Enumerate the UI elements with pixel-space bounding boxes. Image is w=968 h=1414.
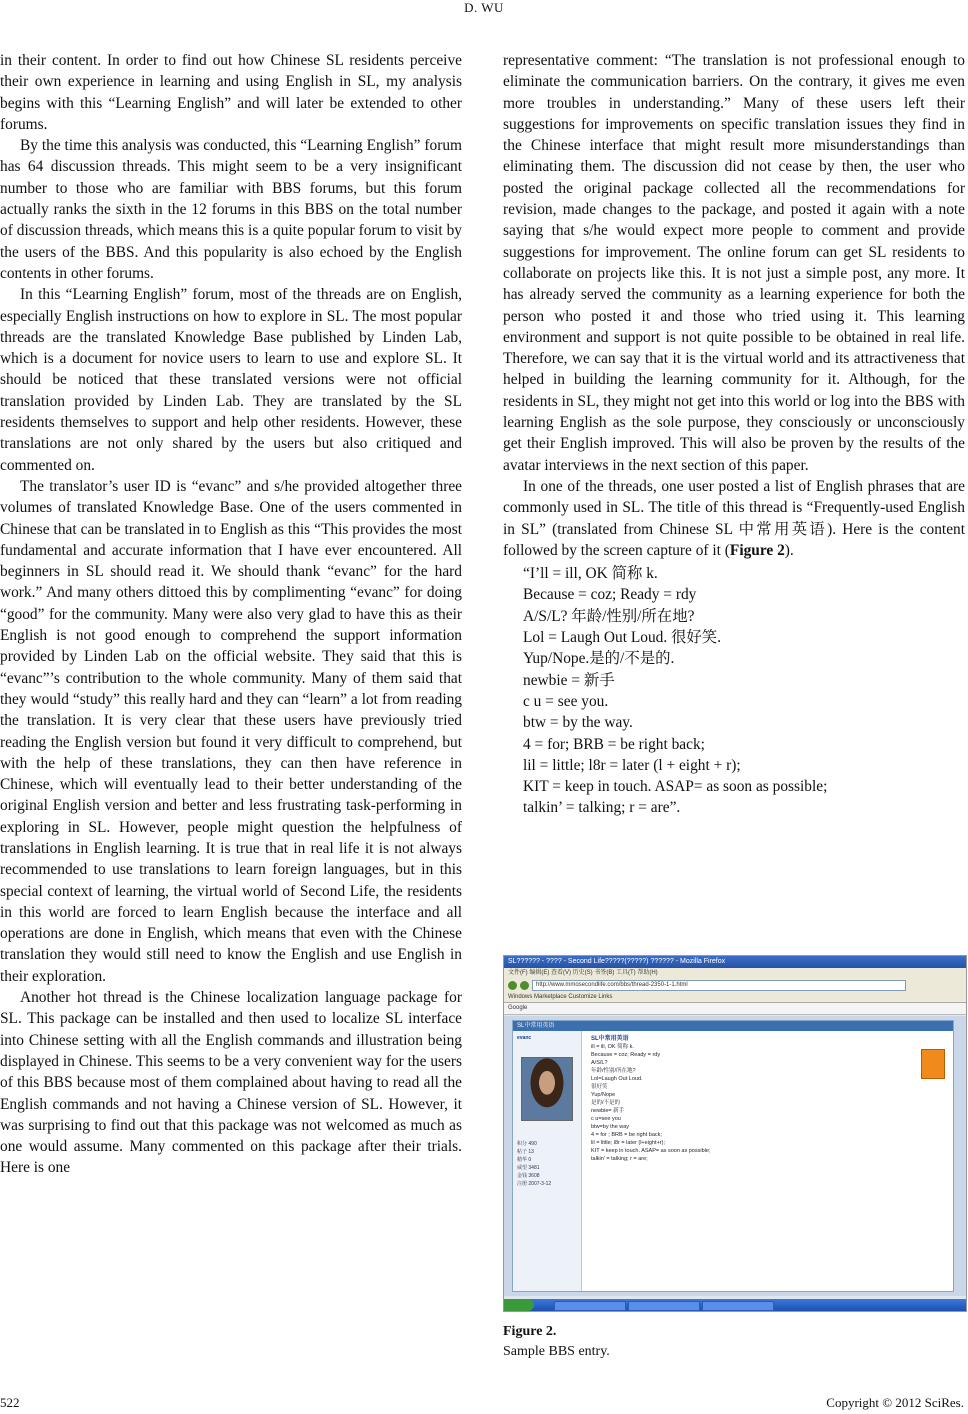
user-info-line: 金钱 3608 [517,1173,540,1179]
bbs-action-button [921,1049,945,1079]
start-button [504,1299,534,1311]
browser-menu-bar: 文件(F) 编辑(E) 查看(V) 历史(S) 书签(B) 工具(T) 帮助(H) [504,968,966,978]
figure-screenshot [503,955,967,1312]
taskbar-item [628,1301,700,1311]
user-info-line: 注册 2007-3-12 [517,1181,552,1187]
post-line: btw=by the way [591,1124,630,1130]
bbs-page [504,1016,966,1296]
post-line: 很好笑 [591,1084,608,1090]
phrase-line: A/S/L? 年龄/性别/所在地? [523,607,695,625]
post-line: c u=see you [591,1116,621,1122]
paragraph: The translator’s user ID is “evanc” and s/he provided altogether three volumes of translated Knowledge Base. One of the users commented in Chinese that can be translated in to English as this “This provides the most fundamental and accurate information that I have ever encountered. All beginners in SL should read it. We should thank “evanc” for the hard work.” And many others dittoed this by complimenting “evanc” for doing “good” for the community. Many were also very glad to have this as their English is not good enough to comprehend the support information provided by Linden Lab on the official website. They said that this is “evanc”’s contribution to the whole community. Many of them said that they would “study” this really hard and they can “learn” a lot from reading the translation. It is very clear that these users have previously tried reading the English version but found it very difficult to comprehend, but with the help of these translations, they can then have reference in Chinese, which will eventually lead to their better understanding of the original English version and better and less frustrating task-performing in exploring in SL. However, people might question the helpfulness of translations in English learning. It is true that in real life it is not always recommended to use translations to learn foreign languages, but in this special context of learning, the virtual world of Second Life, the residents in this world are forced to learn English because the interface and all operations are done in English, which means that even with the Chinese translation they would still need to know the English and use English in their exploration. [0,477,462,985]
figure-caption-number: Figure 2. [503,1324,557,1339]
taskbar-item [554,1301,626,1311]
post-line: 是的/不是的 [591,1100,621,1106]
post-line: ill = ill, OK 简称 k. [591,1044,634,1050]
paragraph: in their content. In order to find out how Chinese SL residents perceive their own experience in learning and using English in SL, my analysis begins with this “Learning English” and will later be extended to other forums. [0,52,462,133]
google-toolbar: Google [504,1003,966,1015]
phrase-line: talkin’ = talking; r = are”. [523,799,681,817]
bbs-post-panel [512,1020,954,1292]
taskbar-item [702,1301,774,1311]
user-info-line: 积分 490 [517,1141,537,1147]
phrase-line: newbie = 新手 [523,671,615,689]
post-line: SL中常用英语 [591,1036,629,1042]
phrase-list [523,563,965,819]
paragraph: Another hot thread is the Chinese localization language package for SL. This package can be installed and then used to localize SL interface into Chinese setting with all the English commands and illustration being displayed in Chinese. This seems to be a very convenient way for the users of this BBS because most of them complained about having to read all the English commands and not having a Chinese version of SL. However, it was surprising to find out that this package was not welcomed as much as one would assume. Many commented on this package after their trials. Here is one [0,989,462,1177]
url-bar: http://www.mmosecondlife.com/bbs/thread-2350-1-1.html [532,980,906,991]
post-line: Because = coz; Ready = rdy [591,1052,661,1058]
forward-icon [520,981,529,990]
bbs-username: evanc [517,1035,532,1041]
user-info-line: 精华 0 [517,1157,532,1163]
browser-nav-bar [504,978,966,992]
avatar [521,1057,573,1121]
phrase-line: “I’ll = ill, OK 简称 k. [523,565,658,583]
post-line: newbie= 新手 [591,1108,625,1114]
running-head: D. WU [464,0,504,15]
bbs-post-body [591,1035,921,1163]
post-line: talkin' = talking; r = are; [591,1156,648,1162]
phrase-line: lil = little; l8r = later (l + eight + r); [523,756,741,774]
paragraph: representative comment: “The translation is not professional enough to eliminate the communication barriers. On the contrary, it gives me even more troubles in understanding.” Many of these users left their suggestions for improvements on specific translation issues they find in the Chinese interface that might result more misunderstandings than eliminating them. The discussion did not cease by then, the user who posted the original package collected all the recommendations for revision, made changes to the package, and posted it again with a note saying that s/he would expect more people to comment and provide suggestions for improvement. The online forum can get SL residents to collaborate on projects like this. It is not just a simple post, any more. It has already served the community as a learning experience for both the person who posted it and those who tried using it. This learning environment and support is not quite possible to be obtained in real life. Therefore, we can say that it is the virtual world and its attractiveness that helped in building the learning community for it. Although, for the residents in SL, they might not get into this world or log into the BBS with learning English as the sole purpose, they consciously or unconsciously get their English improved. This will also be proven by the results of the avatar interviews in the next section of this paper. [503,52,965,474]
figure-caption-text: Sample BBS entry. [503,1344,610,1359]
post-line: 4 = for ; BRB = be right back; [591,1132,662,1138]
browser-title-bar: SL?????? - ???? - Second Life?????(?????) ?????? - Mozilla Firefox [504,956,966,968]
post-line: Lol=Laugh Out Loud. [591,1076,643,1082]
windows-taskbar [504,1299,966,1311]
post-line: Yup/Nope [591,1092,616,1098]
left-column [0,50,462,1179]
right-column [503,50,965,819]
post-line: 年龄/性别/所在地? [591,1068,636,1074]
post-line: KIT = keep in touch. ASAP= as soon as possible; [591,1148,711,1154]
figure-reference: Figure 2 [729,541,785,559]
post-line: lil = little; l8r = later (l+eight+r); [591,1140,665,1146]
bookmarks-bar: Windows Marketplace Customize Links [504,992,966,1003]
paragraph: In this “Learning English” forum, most of the threads are on English, especially English instructions on how to explore in SL. The most popular threads are the translated Knowledge Base published by Linden Lab, which is a document for novice users to learn to use and explore SL. It should be noticed that these translated versions were not official translation provided by Linden Lab. They are translated by the SL residents themselves to support and help other residents. However, these translations are not only shared by the users but also critiqued and commented on. [0,286,462,474]
paragraph: By the time this analysis was conducted, this “Learning English” forum has 64 discussion threads. This might seem to be a very insignificant number to those who are familiar with BBS forums, but this forum actually ranks the sixth in the 12 forums in this BBS on the total number of discussion threads, which means this is a quite popular forum to visit by the users of the BBS. And this popularity is also echoed by the English contents in other forums. [0,137,462,282]
copyright: Copyright © 2012 SciRes. [826,1395,964,1410]
phrase-line: Lol = Laugh Out Loud. 很好笑. [523,629,722,647]
bbs-user-sidebar [513,1031,582,1291]
user-info-line: 帖子 13 [517,1149,534,1155]
page-number: 522 [0,1395,20,1410]
user-info-line: 威望 3481 [517,1165,540,1171]
paragraph [503,476,965,561]
phrase-line: btw = by the way. [523,714,633,732]
phrase-line: KIT = keep in touch. ASAP= as soon as possible; [523,778,828,796]
back-icon [508,981,517,990]
phrase-line: Because = coz; Ready = rdy [523,586,697,604]
phrase-line: 4 = for; BRB = be right back; [523,735,705,753]
paragraph-text: ). [784,541,794,559]
phrase-line: Yup/Nope.是的/不是的. [523,650,675,668]
paragraph-text: In one of the threads, one user posted a list of English phrases that are commonly used in SL. The title of this thread is “Frequently-used English in SL” (translated from Chinese SL 中常用英语). Here is the content followed by the screen capture of it ( [503,477,965,559]
figure-caption [503,1322,610,1362]
post-line: A/S/L? [591,1060,608,1066]
bbs-thread-header: SL中常用英语 [513,1021,953,1031]
phrase-line: c u = see you. [523,692,609,710]
